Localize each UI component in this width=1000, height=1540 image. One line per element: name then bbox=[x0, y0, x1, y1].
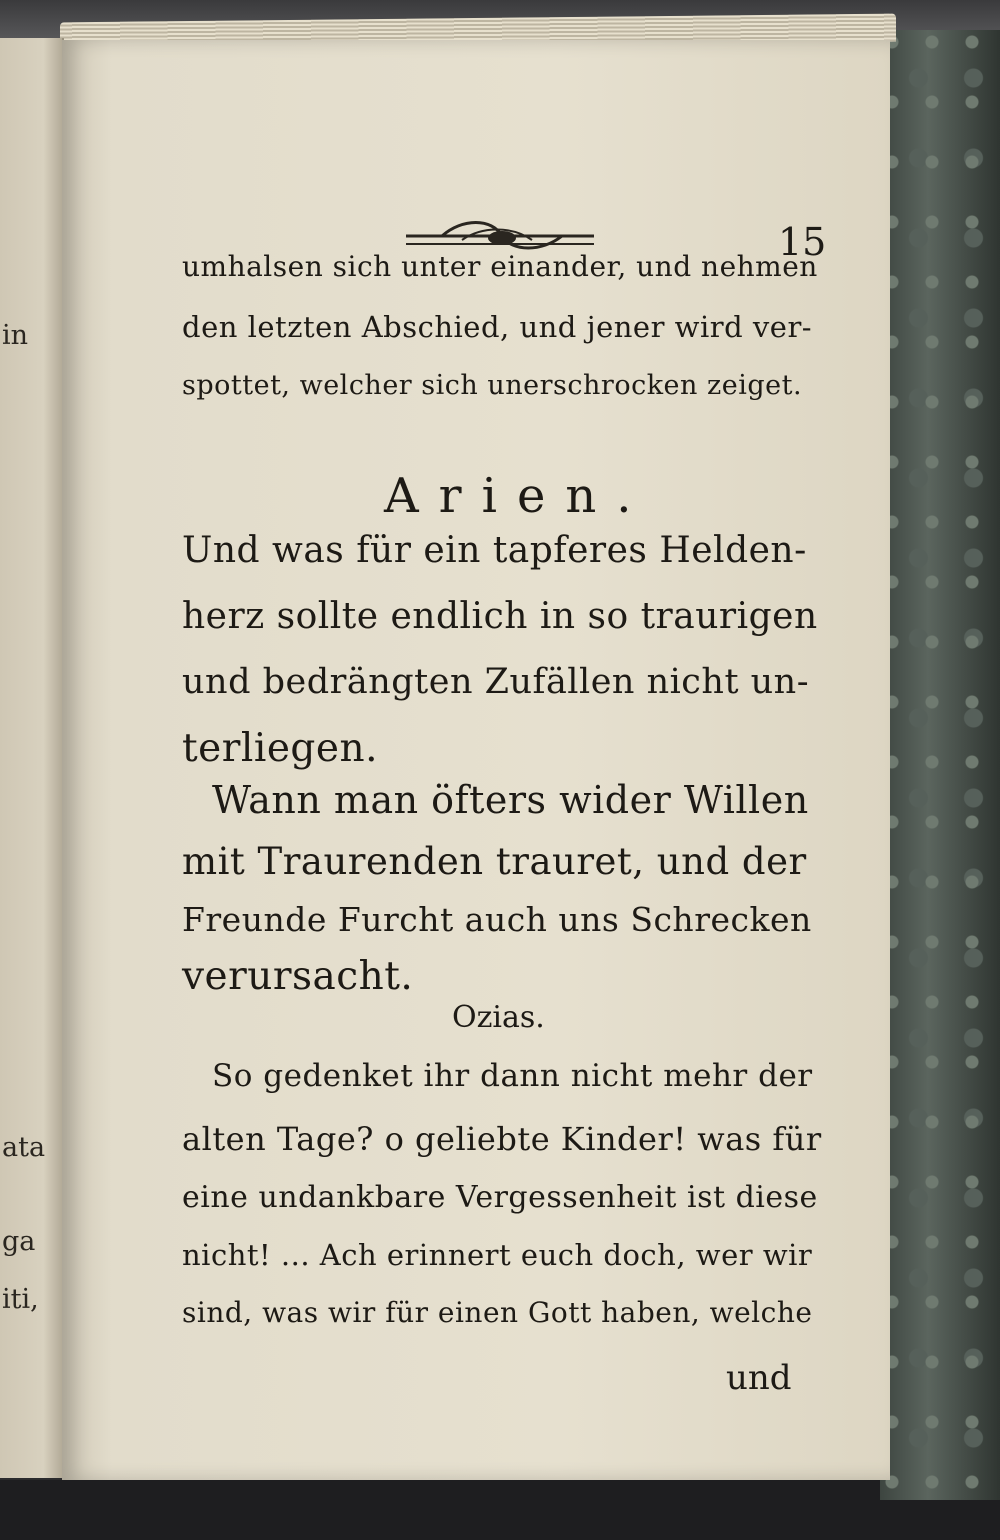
marbled-cover bbox=[880, 30, 1000, 1500]
text-line: herz sollte endlich in so traurigen bbox=[182, 596, 818, 637]
text-line: Wann man öfters wider Willen bbox=[212, 778, 809, 822]
text-line: alten Tage? o geliebte Kinder! was für bbox=[182, 1120, 822, 1158]
text-line: spottet, welcher sich unerschrocken zeiget. bbox=[182, 370, 803, 401]
text-line: So gedenket ihr dann nicht mehr der bbox=[212, 1058, 813, 1094]
text-line: umhalsen sich unter einander, und nehmen bbox=[182, 250, 818, 283]
previous-page-fragment: ga bbox=[2, 1226, 36, 1257]
text-line: eine undankbare Vergessenheit ist diese bbox=[182, 1180, 818, 1215]
text-line: sind, was wir für einen Gott haben, welche bbox=[182, 1296, 813, 1329]
text-line: Und was für ein tapferes Helden- bbox=[182, 530, 807, 571]
previous-page bbox=[0, 38, 64, 1478]
previous-page-fragment: ata bbox=[2, 1132, 46, 1163]
text-line: verursacht. bbox=[182, 954, 414, 999]
page-number: 15 bbox=[778, 220, 827, 264]
text-line: den letzten Abschied, und jener wird ver- bbox=[182, 310, 813, 344]
catchword: und bbox=[726, 1358, 792, 1398]
text-line: Freunde Furcht auch uns Schrecken bbox=[182, 900, 812, 939]
speaker-name: Ozias. bbox=[452, 1000, 545, 1035]
text-line: mit Traurenden trauret, und der bbox=[182, 840, 807, 883]
text-line: nicht! ... Ach erinnert euch doch, wer wir bbox=[182, 1238, 813, 1272]
book-page bbox=[62, 40, 890, 1480]
previous-page-fragment: in bbox=[2, 320, 29, 351]
text-line: und bedrängten Zufällen nicht un- bbox=[182, 662, 810, 702]
scan-background-bottom bbox=[0, 1480, 1000, 1540]
section-heading: Arien. bbox=[384, 468, 652, 524]
text-line: terliegen. bbox=[182, 726, 378, 771]
previous-page-fragment: iti, bbox=[2, 1284, 39, 1315]
